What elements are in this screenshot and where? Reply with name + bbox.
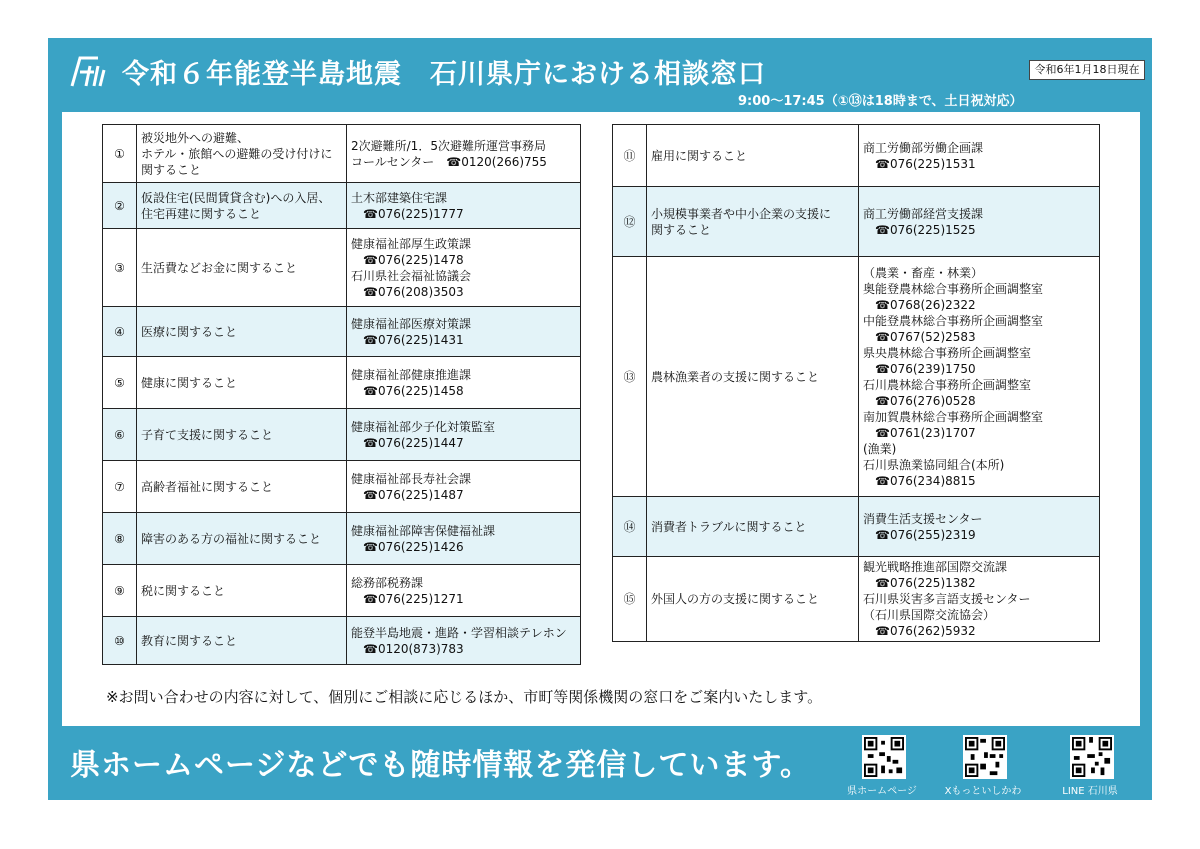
- phone-number[interactable]: ☎076(225)1525: [875, 222, 976, 237]
- phone-number[interactable]: ☎076(225)1487: [363, 487, 464, 502]
- phone-number[interactable]: ☎076(276)0528: [875, 393, 976, 408]
- department-name: 石川県社会福祉協議会: [351, 268, 472, 283]
- date-note: 令和6年1月18日現在: [1029, 60, 1145, 80]
- phone-number[interactable]: ☎076(234)8815: [875, 473, 976, 488]
- phone-number[interactable]: ☎0768(26)2322: [875, 297, 976, 312]
- department-name: 健康福祉部健康推進課: [351, 367, 472, 382]
- department-name: 石川農林総合事務所企画調整室: [863, 377, 1032, 392]
- consultation-topic: [647, 557, 859, 642]
- phone-number[interactable]: ☎076(225)1458: [363, 383, 464, 398]
- contact-department: [859, 497, 1100, 557]
- footer-message: 県ホームページなどでも随時情報を発信しています。: [70, 748, 811, 783]
- right-consultation-table: [612, 124, 1100, 642]
- topic-line: 雇用に関すること: [651, 148, 748, 163]
- content-panel: [62, 112, 1140, 726]
- phone-number[interactable]: ☎076(225)1447: [363, 435, 464, 450]
- qr-code-icon: [965, 737, 1005, 777]
- row-number: ②: [103, 183, 137, 229]
- consultation-topic: [137, 617, 347, 665]
- row-number: ⑭: [613, 497, 647, 557]
- phone-number[interactable]: ☎076(225)1271: [363, 591, 464, 606]
- phone-number[interactable]: ☎076(262)5932: [875, 624, 976, 638]
- department-name: 南加賀農林総合事務所企画調整室: [863, 409, 1044, 424]
- department-name: 奥能登農林総合事務所企画調整室: [863, 281, 1044, 296]
- phone-number[interactable]: ☎0761(23)1707: [875, 425, 976, 440]
- topic-line: 消費者トラブルに関すること: [651, 519, 807, 534]
- consultation-topic: [137, 229, 347, 307]
- consultation-topic: [137, 125, 347, 183]
- row-number: ⑤: [103, 357, 137, 409]
- topic-line: 生活費などお金に関すること: [141, 260, 298, 275]
- department-name: 県央農林総合事務所企画調整室: [863, 345, 1032, 360]
- consultation-topic: [137, 409, 347, 461]
- ishikawa-emblem-icon: [68, 52, 106, 90]
- topic-line: 税に関すること: [141, 583, 226, 598]
- department-name: コールセンター ☎0120(266)755: [351, 154, 547, 169]
- contact-department: [859, 125, 1100, 187]
- consultation-topic: [137, 461, 347, 513]
- table-row: [103, 513, 581, 565]
- topic-line: 子育て支援に関すること: [141, 427, 274, 442]
- phone-number[interactable]: ☎076(255)2319: [875, 527, 976, 542]
- topic-line: 関すること: [141, 162, 202, 177]
- table-row: [103, 229, 581, 307]
- row-number: ⑦: [103, 461, 137, 513]
- topic-line: 被災地外への避難、: [141, 130, 250, 145]
- row-number: ①: [103, 125, 137, 183]
- topic-line: ホテル・旅館への避難の受け付けに: [141, 146, 333, 161]
- phone-number[interactable]: ☎076(208)3503: [363, 284, 464, 299]
- table-row: [613, 125, 1100, 187]
- department-name: 2次避難所/1．5次避難所運営事務局: [351, 138, 546, 153]
- contact-department: [347, 461, 581, 513]
- table-row: [613, 257, 1100, 497]
- row-number: ④: [103, 307, 137, 357]
- department-name: (漁業): [863, 441, 897, 456]
- department-name: 石川県漁業協同組合(本所): [863, 457, 1005, 472]
- consultation-topic: [137, 183, 347, 229]
- table-row: [103, 617, 581, 665]
- contact-department: [347, 357, 581, 409]
- phone-number[interactable]: ☎076(225)1382: [875, 576, 976, 590]
- department-name: 能登半島地震・進路・学習相談テレホン: [351, 625, 567, 640]
- row-number: ⑥: [103, 409, 137, 461]
- topic-line: 医療に関すること: [141, 324, 238, 339]
- topic-line: 健康に関すること: [141, 375, 238, 390]
- contact-department: [859, 557, 1100, 642]
- footnote: ※お問い合わせの内容に対して、個別にご相談に応じるほか、市町等関係機関の窓口をご案内いたします。: [106, 688, 823, 706]
- phone-number[interactable]: ☎076(225)1478: [363, 252, 464, 267]
- phone-number[interactable]: ☎076(225)1531: [875, 156, 976, 171]
- department-name: 健康福祉部少子化対策監室: [351, 419, 496, 434]
- qr-code-line[interactable]: [1070, 735, 1114, 779]
- department-name: 総務部税務課: [351, 575, 424, 590]
- consultation-topic: [137, 565, 347, 617]
- table-row: [103, 183, 581, 229]
- row-number: ③: [103, 229, 137, 307]
- consultation-topic: [647, 497, 859, 557]
- department-name: 土木部建築住宅課: [351, 190, 448, 205]
- table-row: [613, 187, 1100, 257]
- qr-code-icon: [1072, 737, 1112, 777]
- department-name: 健康福祉部厚生政策課: [351, 236, 472, 251]
- consultation-topic: [647, 187, 859, 257]
- row-number: ⑧: [103, 513, 137, 565]
- topic-line: 小規模事業者や中小企業の支援に: [651, 206, 832, 221]
- department-name: （農業・畜産・林業）: [863, 265, 984, 280]
- topic-line: 高齢者福祉に関すること: [141, 479, 274, 494]
- contact-department: [347, 307, 581, 357]
- contact-department: [859, 187, 1100, 257]
- qr-label-line: LINE 石川県: [1062, 786, 1118, 797]
- topic-line: 障害のある方の福祉に関すること: [141, 531, 322, 546]
- table-row: [103, 125, 581, 183]
- department-name: 商工労働部経営支援課: [863, 206, 984, 221]
- qr-label-homepage: 県ホームページ: [847, 786, 917, 797]
- phone-number[interactable]: ☎076(225)1426: [363, 539, 464, 554]
- table-row: [103, 357, 581, 409]
- topic-line: 農林漁業者の支援に関すること: [651, 369, 820, 384]
- consultation-topic: [137, 307, 347, 357]
- poster-frame: [48, 38, 1152, 800]
- row-number: ⑪: [613, 125, 647, 187]
- department-name: 商工労働部労働企画課: [863, 140, 984, 155]
- department-name: 健康福祉部長寿社会課: [351, 471, 472, 486]
- contact-department: [347, 565, 581, 617]
- contact-department: [347, 513, 581, 565]
- department-name: 消費生活支援センター: [863, 511, 983, 526]
- table-row: [613, 497, 1100, 557]
- consultation-topic: [647, 125, 859, 187]
- office-hours: 9:00〜17:45（①⑬は18時まで、土日祝対応）: [738, 94, 1023, 109]
- department-name: 中能登農林総合事務所企画調整室: [863, 313, 1044, 328]
- qr-label-x: Xもっといしかわ: [944, 786, 1022, 797]
- topic-line: 仮設住宅(民間賃貸含む)への入居、: [141, 190, 331, 205]
- table-row: [103, 409, 581, 461]
- topic-line: 教育に関すること: [141, 633, 238, 648]
- row-number: ⑩: [103, 617, 137, 665]
- consultation-topic: [137, 513, 347, 565]
- contact-department: [347, 617, 581, 665]
- table-row: [613, 557, 1100, 642]
- department-name: 健康福祉部医療対策課: [351, 316, 472, 331]
- table-row: [103, 307, 581, 357]
- phone-number[interactable]: ☎0767(52)2583: [875, 329, 976, 344]
- contact-department: [347, 125, 581, 183]
- left-consultation-table: [102, 124, 581, 665]
- qr-code-homepage[interactable]: [862, 735, 906, 779]
- contact-department: [347, 183, 581, 229]
- table-row: [103, 565, 581, 617]
- row-number: ⑫: [613, 187, 647, 257]
- phone-number[interactable]: ☎076(239)1750: [875, 361, 976, 376]
- topic-line: 外国人の方の支援に関すること: [651, 592, 820, 606]
- department-name: （石川県国際交流協会）: [863, 608, 996, 622]
- contact-department: [347, 229, 581, 307]
- consultation-topic: [647, 257, 859, 497]
- row-number: ⑬: [613, 257, 647, 497]
- page-title: 令和６年能登半島地震 石川県庁における相談窓口: [122, 59, 766, 90]
- department-name: 石川県災害多言語支援センター: [863, 592, 1031, 606]
- qr-code-icon: [864, 737, 904, 777]
- phone-number[interactable]: ☎0120(873)783: [363, 641, 464, 656]
- topic-line: 住宅再建に関すること: [141, 206, 262, 221]
- phone-number[interactable]: ☎076(225)1777: [363, 206, 464, 221]
- contact-department: [347, 409, 581, 461]
- contact-department: [859, 257, 1100, 497]
- row-number: ⑮: [613, 557, 647, 642]
- table-row: [103, 461, 581, 513]
- department-name: 観光戦略推進部国際交流課: [863, 560, 1008, 574]
- qr-code-x[interactable]: [963, 735, 1007, 779]
- row-number: ⑨: [103, 565, 137, 617]
- phone-number[interactable]: ☎076(225)1431: [363, 332, 464, 347]
- topic-line: 関すること: [651, 222, 712, 237]
- consultation-topic: [137, 357, 347, 409]
- department-name: 健康福祉部障害保健福祉課: [351, 523, 496, 538]
